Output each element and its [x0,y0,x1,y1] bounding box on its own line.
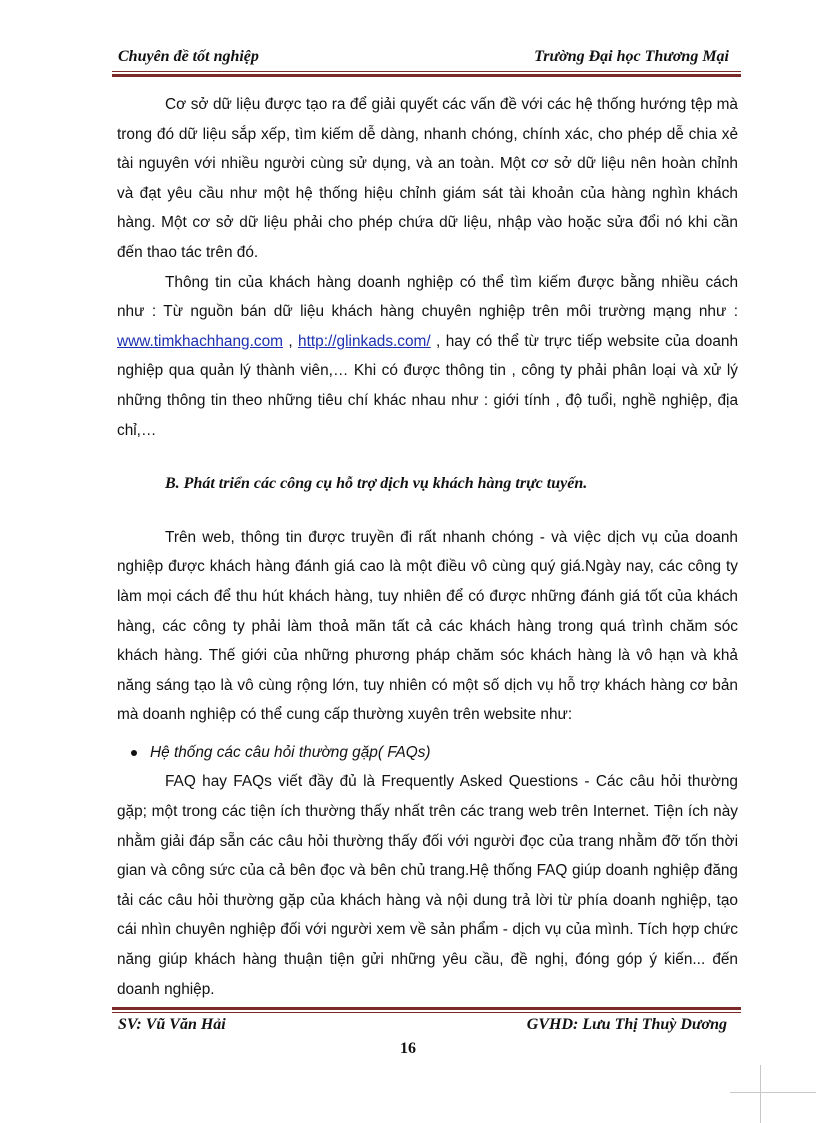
link-timkhachhang[interactable]: www.timkhachhang.com [117,332,283,350]
header-right: Trường Đại học Thương Mại [534,48,729,65]
footer-advisor: GVHD: Lưu Thị Thuỳ Dương [526,1016,727,1033]
corner-mark-horizontal [730,1092,816,1093]
header-left: Chuyên đề tốt nghiệp [118,48,259,65]
header-rule-bottom [112,74,741,77]
paragraph-4: FAQ hay FAQs viết đầy đủ là Frequently Asked Questions - Các câu hỏi thường gặp; một trong các tiện ích thường thấy nhất trên các trang web trên Internet. Tiện ích này nhằm giải đáp sẵn các câu hỏi thường thấy đối với người đọc của trang nhằm đỡ tốn thời gian và công sức của cả bên đọc và bên chủ trang.Hệ thống FAQ giúp doanh nghiệp đăng tải các câu hỏi thường gặp của khách hàng và nội dung trả lời từ phía doanh nghiệp, tạo cái nhìn chuyên nghiệp đối với người xem về sản phẩm - dịch vụ của mình. Tích hợp chức năng giúp khách hàng thuận tiện gửi những yêu cầu, đề nghị, đóng góp ý kiến... đến doanh nghiệp. [117,773,738,998]
bullet-dot-icon [131,750,137,756]
footer-rule-top [112,1007,741,1010]
footer-student: SV: Vũ Văn Hải [118,1016,226,1033]
page-number: 16 [400,1040,416,1057]
link-glinkads[interactable]: http://glinkads.com/ [298,332,431,350]
paragraph-2: Thông tin của khách hàng doanh nghiệp có thể tìm kiếm được bằng nhiều cách như : Từ nguồn bán dữ liệu khách hàng chuyên nghiệp trên môi trường mạng như : www.timkhachhang.com , http://glinkads.com/ , hay có thể từ trực tiếp website của doanh nghiệp qua quản lý thành viên,… Khi có được thông tin , công ty phải phân loại và xử lý những thông tin theo những tiêu chí khác nhau như : giới tính , độ tuổi, nghề nghiệp, địa chỉ,… [117,273,739,439]
page-header [116,48,739,70]
section-heading-b: B. Phát triển các công cụ hỗ trợ dịch vụ khách hàng trực tuyến. [165,475,588,493]
paragraph-3: Trên web, thông tin được truyền đi rất nhanh chóng - và việc dịch vụ của doanh nghiệp được khách hàng đánh giá cao là một điều vô cùng quý giá.Ngày nay, các công ty làm mọi cách để thu hút khách hàng, tuy nhiên để có được những đánh giá tốt của khách hàng, các công ty phải làm thoả mãn tất cả các khách hàng trong quá trình chăm sóc khách hàng. Thế giới của những phương pháp chăm sóc khách hàng là vô hạn và khả năng sáng tạo là vô cùng rộng lớn, tuy nhiên có một số dịch vụ hỗ trợ khách hàng cơ bản mà doanh nghiệp có thể cung cấp thường xuyên trên website như: [117,528,738,724]
page-footer [116,1016,739,1038]
page-body [117,90,738,1004]
footer-rule-bottom [112,1012,741,1013]
bullet-faq [131,738,738,768]
bullet-faq-label: Hệ thống các câu hỏi thường gặp( FAQs) [150,743,431,761]
header-rule-top [112,71,741,72]
corner-mark-vertical [760,1065,761,1123]
paragraph-1: Cơ sở dữ liệu được tạo ra để giải quyết các vấn đề với các hệ thống hướng tệp mà trong đó dữ liệu sắp xếp, tìm kiếm dễ dàng, nhanh chóng, chính xác, cho phép dễ chia xẻ tài nguyên với nhiều người cùng sử dụng, và an toàn. Một cơ sở dữ liệu nên hoàn chỉnh và đạt yêu cầu như một hệ thống hiệu chỉnh giám sát tài khoản của hàng nghìn khách hàng. Một cơ sở dữ liệu phải cho phép chứa dữ liệu, nhập vào hoặc sửa đổi nó khi cần đến thao tác trên đó. [117,96,738,261]
